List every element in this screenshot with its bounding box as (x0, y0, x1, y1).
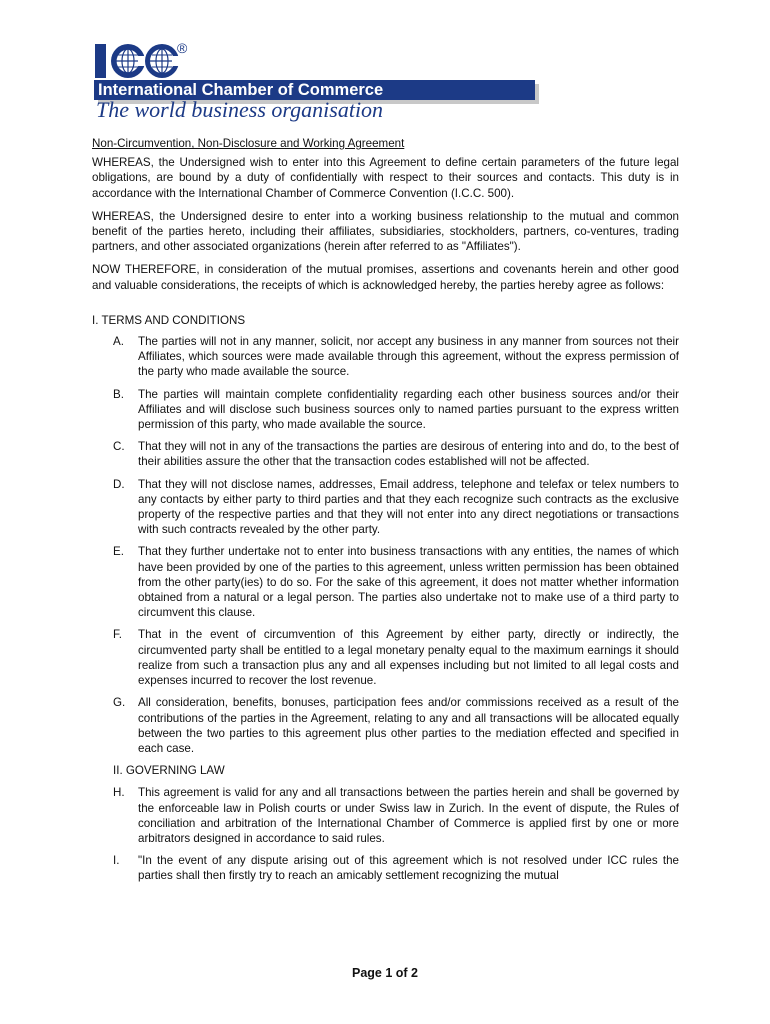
clause-letter: E. (113, 545, 124, 559)
page-number: Page 1 of 2 (352, 966, 418, 980)
section-heading-terms: I. TERMS AND CONDITIONS (92, 313, 246, 327)
organization-name: International Chamber of Commerce (98, 81, 384, 99)
logo-tagline: The world business organisation (96, 97, 384, 122)
clause-letter: F. (113, 628, 123, 642)
clause-letter: I. (113, 854, 120, 868)
clause-item (92, 439, 679, 469)
clause-letter: C. (113, 440, 125, 454)
clause-item (92, 477, 679, 538)
clause-item (92, 853, 679, 883)
clause-text: "In the event of any dispute arising out of this agreement which is not resolved under ICC rules the parties shall then firstly try to reach an amicably settlement recognizing the mutual (138, 854, 679, 883)
clause-item (92, 785, 679, 846)
clause-item (92, 334, 679, 380)
preamble-paragraph: WHEREAS, the Undersigned wish to enter into this Agreement to define certain parameters of the future legal obligations, are bound by a duty of confidentially with respect to their sources and contacts. This duty is in accordance with the International Chamber of Commerce Convention (I.C.C. 500). (92, 156, 679, 200)
clause-letter: D. (113, 477, 125, 491)
clause-text: That they further undertake not to enter into business transactions with any entities, the names of which have been provided by one of the parties to this agreement, unless written permission has been obtained from the other party(ies) to do so. For the sake of this agreement, it does not matter whether information obtained from a natural or a legal person. The parties also undertake not to make use of a third party to circumvent this clause. (138, 545, 679, 620)
clause-text: All consideration, benefits, bonuses, participation fees and/or commissions received as a result of the contributions of the parties in the Agreement, relating to any and all transactions will be allocated equally between the two parties to this agreement plus other parties to the mediation effected and specified in each case. (138, 696, 679, 755)
clause-item (92, 627, 679, 688)
clause-item (92, 544, 679, 620)
icc-logo (94, 42, 544, 122)
clause-text: The parties will not in any manner, solicit, nor accept any business in any manner from sources not their Affiliates, which sources were made available through this agreement, without the express permission of the party who made available the source. (138, 335, 679, 379)
document-title: Non-Circumvention, Non-Disclosure and Working Agreement (92, 137, 405, 150)
clause-letter: B. (113, 387, 124, 401)
clause-letter: H. (113, 786, 125, 800)
registered-mark: ® (177, 40, 188, 56)
clause-text: That they will not disclose names, addresses, Email address, telephone and telefax or telex numbers to any contacts by either party to third parties and that they each recognize such contracts as the exclusive property of the respective parties and that they will not enter into any direct negotiations or transactions with such contracts revealed by the other party. (138, 477, 679, 537)
preamble-paragraph: NOW THEREFORE, in consideration of the mutual promises, assertions and covenants herein and other good and valuable considerations, the receipts of which is acknowledged hereby, the parties hereby agree as follows: (92, 263, 679, 292)
clause-text: This agreement is valid for any and all transactions between the parties herein and shall be governed by the enforceable law in Polish courts or under Swiss law in Zurich. In the event of dispute, the Rules of conciliation and arbitration of the International Chamber of Commerce is applied first by one or more arbitrators designed in accordance to said rules. (138, 786, 679, 845)
clause-item (92, 695, 679, 756)
clause-item (92, 387, 679, 433)
clause-letter: A. (113, 335, 124, 349)
icc-wordmark-icon (94, 42, 184, 82)
section-heading-governing-law (92, 763, 679, 778)
clause-text: The parties will maintain complete confidentiality regarding each other business sources and/or their Affiliates and will disclose such business sources only to named parties pursuant to the express written permission of this party, who made available the source. (138, 387, 679, 432)
clause-text: That they will not in any of the transactions the parties are desirous of entering into and do, to the best of their abilities assure the other that the transaction codes established will not be affected. (138, 440, 679, 469)
section-heading-text: II. GOVERNING LAW (113, 764, 225, 778)
document-body (92, 136, 679, 891)
clause-text: That in the event of circumvention of this Agreement by either party, directly or indirectly, the circumvented party shall be entitled to a legal monetary penalty equal to the maximum earnings it should realize from such a transaction plus any and all expenses including but not limited to all legal costs and expenses incurred to recover the lost revenue. (138, 628, 679, 688)
preamble-paragraph: WHEREAS, the Undersigned desire to enter into a working business relationship to the mutual and common benefit of the parties hereto, including their affiliates, subsidiaries, stockholders, partners, co-ventures, trading partners, and other associated organizations (herein after referred to as "Affiliates"). (92, 209, 679, 254)
clause-letter: G. (113, 696, 126, 710)
